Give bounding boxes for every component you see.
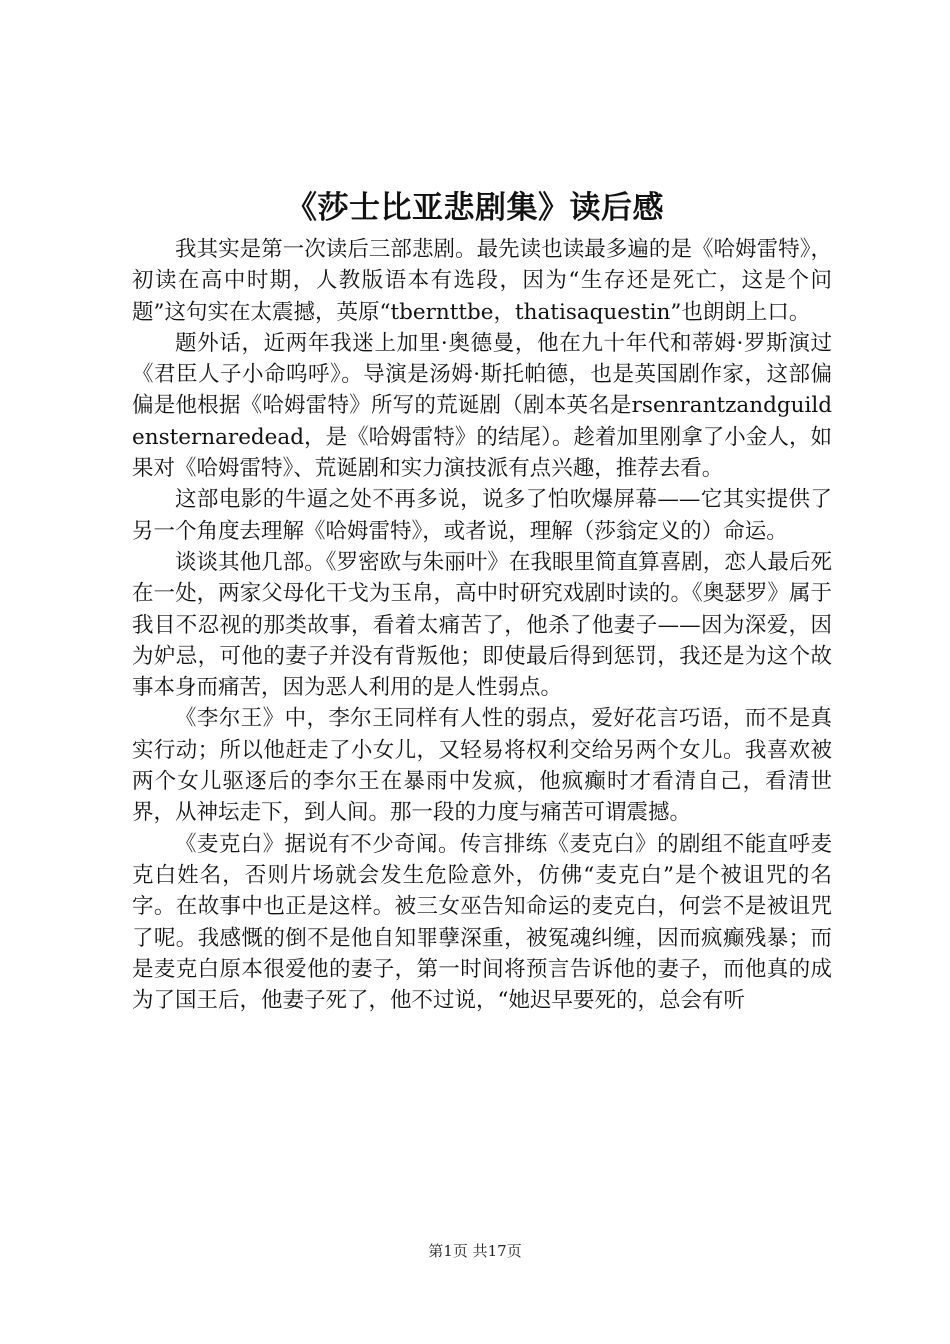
document-title: 《莎士比亚悲剧集》读后感 (286, 190, 664, 226)
paragraph-4: 谈谈其他几部。《罗密欧与朱丽叶》在我眼里简直算喜剧，恋人最后死在一处，两家父母化干戈为玉帛，高中时研究戏剧时读的。《奥瑟罗》属于我目不忍视的那类故事，看着太痛苦了，他杀了他妻子——因为深爱，因为妒忌，可他的妻子并没有背叛他；即使最后得到惩罚，我还是为这个故事本身而痛苦，因为恶人利用的是人性弱点。 (132, 549, 832, 701)
document-body (132, 234, 832, 1016)
paragraph-2: 题外话，近两年我迷上加里·奥德曼，他在九十年代和蒂姆·罗斯演过《君臣人子小命呜呼》。导演是汤姆·斯托帕德，也是英国剧作家，这部偏偏是他根据《哈姆雷特》所写的荒诞剧（剧本英名是rsenrantzandguildensternaredead，是《哈姆雷特》的结尾）。趁着加里刚拿了小金人，如果对《哈姆雷特》、荒诞剧和实力演技派有点兴趣，推荐去看。 (132, 330, 832, 482)
page-number-footer: 第1页 共17页 (428, 1242, 522, 1260)
paragraph-5: 《李尔王》中，李尔王同样有人性的弱点，爱好花言巧语，而不是真实行动；所以他赶走了小女儿，又轻易将权利交给另两个女儿。我喜欢被两个女儿驱逐后的李尔王在暴雨中发疯，他疯癫时才看清自己，看清世界，从神坛走下，到人间。那一段的力度与痛苦可谓震撼。 (132, 706, 832, 826)
paragraph-6: 《麦克白》据说有不少奇闻。传言排练《麦克白》的剧组不能直呼麦克白姓名，否则片场就会发生危险意外，仿佛“麦克白”是个被诅咒的名字。在故事中也正是这样。被三女巫告知命运的麦克白，何尝不是被诅咒了呢。我感慨的倒不是他自知罪孽深重，被冤魂纠缠，因而疯癫残暴；而是麦克白原本很爱他的妻子，第一时间将预言告诉他的妻子，而他真的成为了国王后，他妻子死了，他不过说，“她迟早要死的，总会有听 (132, 831, 832, 1014)
paragraph-1: 我其实是第一次读后三部悲剧。最先读也读最多遍的是《哈姆雷特》，初读在高中时期，人教版语本有选段，因为“生存还是死亡，这是个问题”这句实在太震撼，英原“tbernttbe，thatisaquestin”也朗朗上口。 (132, 237, 832, 325)
paragraph-3: 这部电影的牛逼之处不再多说，说多了怕吹爆屏幕——它其实提供了另一个角度去理解《哈姆雷特》，或者说，理解（莎翁定义的）命运。 (132, 487, 832, 544)
